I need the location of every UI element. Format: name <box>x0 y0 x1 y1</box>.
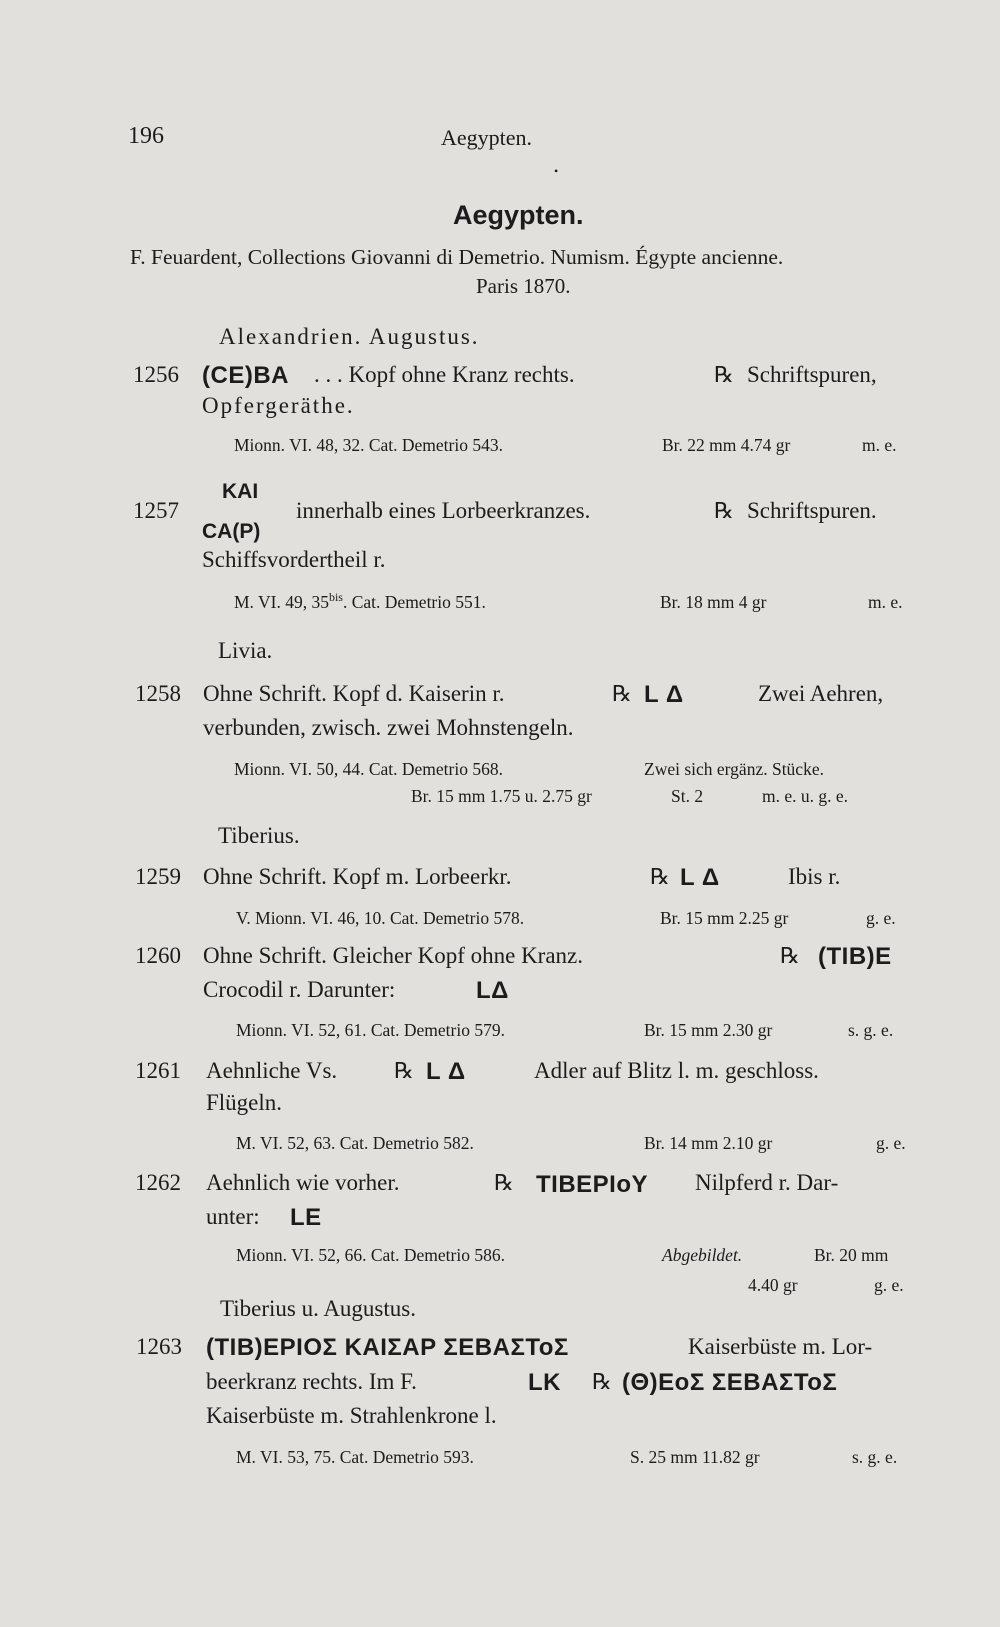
greek-legend: L Δ <box>426 1058 466 1085</box>
greek-legend: CA(P) <box>202 520 261 543</box>
reverse-text: Nilpferd r. Dar- <box>695 1170 839 1195</box>
condition: s. g. e. <box>848 1020 894 1040</box>
greek-legend: KAI <box>222 480 259 503</box>
reverse-text: Schriftspuren, <box>747 362 877 387</box>
entry-text: . . . Kopf ohne Kranz rechts. <box>314 362 575 387</box>
greek-legend: L Δ <box>680 864 720 891</box>
header-dot: • <box>554 164 559 178</box>
size: Br. 20 mm <box>814 1245 889 1265</box>
entry-text: Kaiserbüste m. Lor- <box>688 1334 873 1359</box>
entry-text: Aehnliche Vs. <box>206 1058 338 1083</box>
reference: Mionn. VI. 50, 44. Cat. Demetrio 568. <box>234 759 503 779</box>
entry-number: 1257 <box>133 498 179 523</box>
size-weight: Br. 18 mm 4 gr <box>660 592 767 612</box>
entry-number: 1263 <box>136 1334 182 1359</box>
weight: 4.40 gr <box>748 1275 798 1295</box>
reference: M. VI. 53, 75. Cat. Demetrio 593. <box>236 1447 474 1467</box>
reverse-text: Adler auf Blitz l. m. geschloss. <box>534 1058 819 1083</box>
size-weight: S. 25 mm 11.82 gr <box>630 1447 760 1467</box>
entry-number: 1262 <box>135 1170 181 1195</box>
greek-legend: LK <box>528 1369 561 1396</box>
reference: M. VI. 49, $35^{bis}$. Cat. Demetrio 551. <box>234 590 486 612</box>
reverse-symbol: ℞ <box>612 682 632 707</box>
section-heading: Tiberius u. Augustus. <box>220 1296 416 1321</box>
entry-text: innerhalb eines Lorbeerkranzes. <box>296 498 591 523</box>
entry-number: 1260 <box>135 943 181 968</box>
reference: Mionn. VI. 48, 32. Cat. Demetrio 543. <box>234 435 503 455</box>
greek-legend: (TIB)EPIOΣ KAIΣAP ΣEBAΣToΣ <box>206 1334 569 1361</box>
reverse-symbol: ℞ <box>394 1059 414 1084</box>
condition: m. e. u. g. e. <box>762 786 849 806</box>
section-heading: Alexandrien. Augustus. <box>219 324 480 349</box>
reverse-text: Schriftspuren. <box>747 498 877 523</box>
note: Abgebildet. <box>662 1245 743 1265</box>
running-head: Aegypten. <box>441 125 533 150</box>
condition: m. e. <box>862 435 897 455</box>
entry-text: Crocodil r. Darunter: <box>203 977 396 1002</box>
greek-legend: LΔ <box>476 977 509 1004</box>
section-heading: Tiberius. <box>218 823 300 848</box>
greek-legend: LE <box>290 1204 322 1231</box>
condition: g. e. <box>876 1133 906 1153</box>
condition: g. e. <box>866 908 896 928</box>
entry-text: verbunden, zwisch. zwei Mohnstengeln. <box>203 715 574 740</box>
entry-text: Aehnlich wie vorher. <box>206 1170 400 1195</box>
reverse-text: Zwei Aehren, <box>758 681 884 706</box>
entry-text: beerkranz rechts. Im F. <box>206 1369 417 1394</box>
entry-text: Schiffsvordertheil r. <box>202 547 386 572</box>
section-title: Aegypten. <box>453 200 584 230</box>
page-number: 196 <box>128 123 164 149</box>
condition: m. e. <box>868 592 903 612</box>
size-weight: Br. 15 mm 2.30 gr <box>644 1020 773 1040</box>
greek-legend: (TIB)E <box>818 943 892 970</box>
size-weight: Br. 14 mm 2.10 gr <box>644 1133 773 1153</box>
greek-legend: TIBEPIoY <box>536 1171 649 1198</box>
entry-number: 1259 <box>135 864 181 889</box>
size-weight: Br. 15 mm 2.25 gr <box>660 908 789 928</box>
entry-text: Ohne Schrift. Kopf m. Lorbeerkr. <box>203 864 512 889</box>
source-line-1: F. Feuardent, Collections Giovanni di Demetrio. Numism. Égypte ancienne. <box>130 245 784 269</box>
section-heading: Livia. <box>218 638 273 663</box>
condition: s. g. e. <box>852 1447 898 1467</box>
reference: V. Mionn. VI. 46, 10. Cat. Demetrio 578. <box>236 908 525 928</box>
entry-number: 1258 <box>135 681 181 706</box>
entry-text: Ohne Schrift. Kopf d. Kaiserin r. <box>203 681 505 706</box>
source-line-2: Paris 1870. <box>476 274 571 298</box>
entry-text: Opfergeräthe. <box>202 393 355 418</box>
entry-text: Kaiserbüste m. Strahlenkrone l. <box>206 1403 497 1428</box>
note: Zwei sich ergänz. Stücke. <box>644 759 824 779</box>
entry-text: Ohne Schrift. Gleicher Kopf ohne Kranz. <box>203 943 584 968</box>
greek-legend: L Δ <box>644 681 684 708</box>
size-weight: Br. 15 mm 1.75 u. 2.75 gr <box>411 786 592 806</box>
entry-number: 1256 <box>133 362 179 387</box>
reverse-symbol: ℞ <box>714 499 734 524</box>
reverse-symbol: ℞ <box>494 1171 514 1196</box>
reverse-text: Ibis r. <box>788 864 841 889</box>
condition: g. e. <box>874 1275 904 1295</box>
reference: Mionn. VI. 52, 66. Cat. Demetrio 586. <box>236 1245 505 1265</box>
reverse-symbol: ℞ <box>650 865 670 890</box>
entry-text: Flügeln. <box>206 1090 283 1115</box>
reference: M. VI. 52, 63. Cat. Demetrio 582. <box>236 1133 474 1153</box>
state: St. 2 <box>671 786 704 806</box>
greek-legend: (Θ)EoΣ ΣEBAΣToΣ <box>622 1369 838 1396</box>
reverse-symbol: ℞ <box>592 1370 612 1395</box>
entry-text: unter: <box>206 1204 260 1229</box>
size-weight: Br. 22 mm 4.74 gr <box>662 435 791 455</box>
reference: Mionn. VI. 52, 61. Cat. Demetrio 579. <box>236 1020 505 1040</box>
reverse-symbol: ℞ <box>714 363 734 388</box>
entry-number: 1261 <box>135 1058 181 1083</box>
greek-legend: (CE)BA <box>202 362 289 389</box>
reverse-symbol: ℞ <box>780 944 800 969</box>
